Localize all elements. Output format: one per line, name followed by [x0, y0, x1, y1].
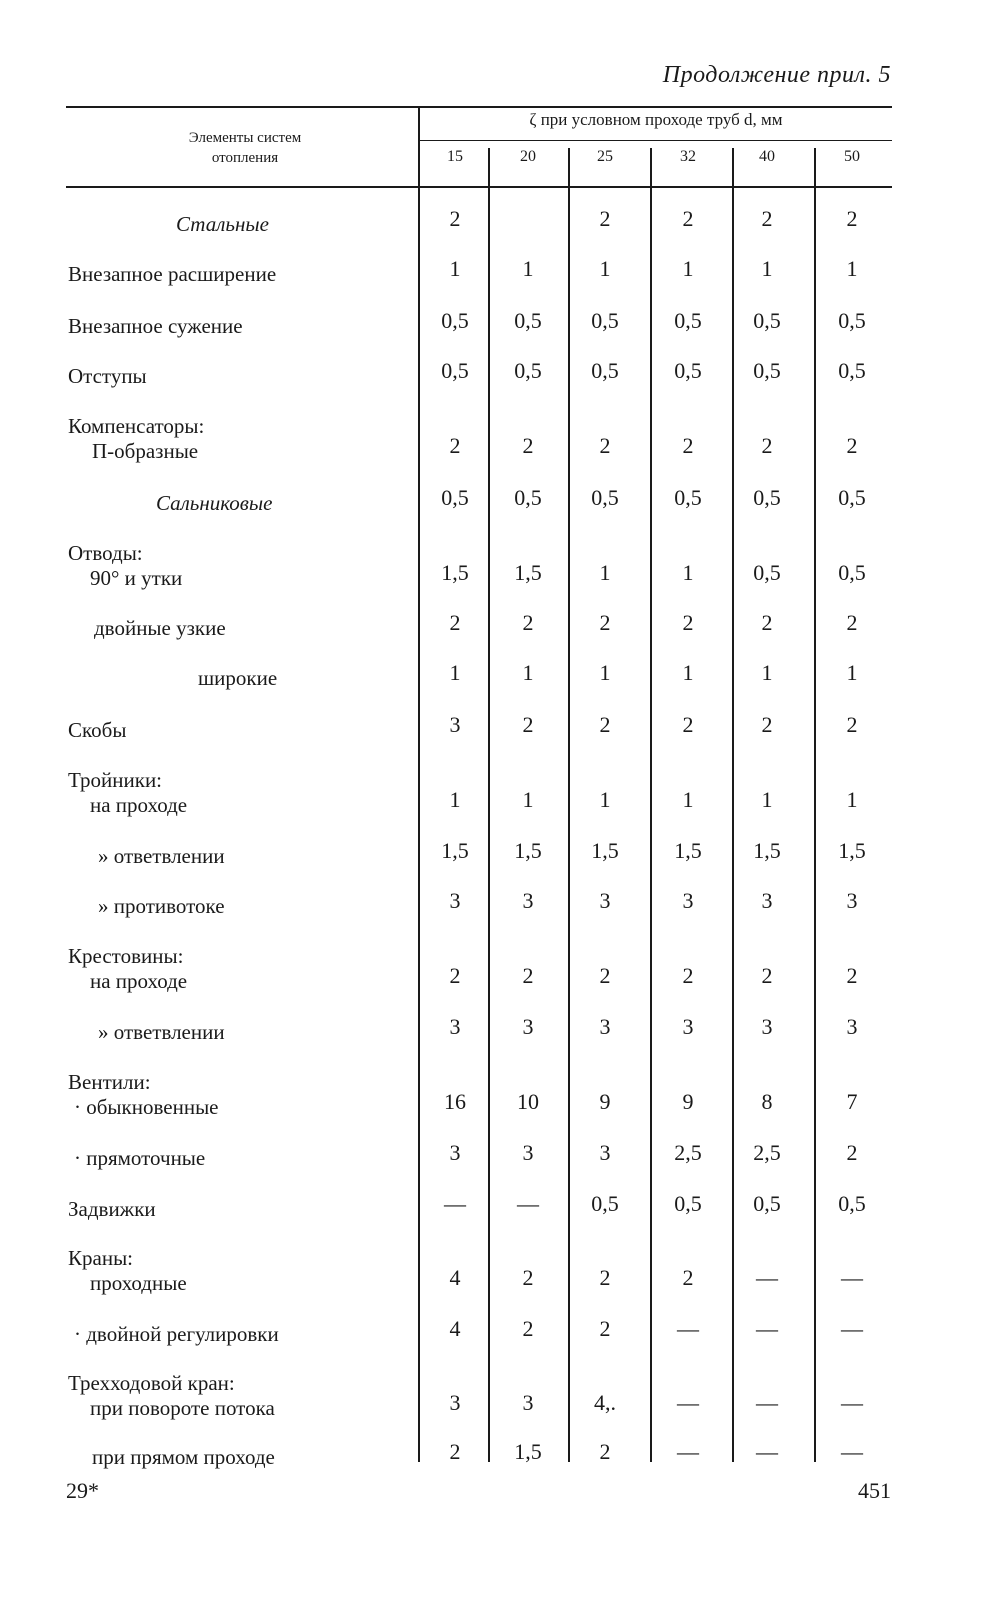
value-cell: 0,5	[753, 560, 781, 585]
value-cell: 3	[449, 888, 461, 913]
value-cell: 1,5	[514, 560, 542, 585]
value-cell: 2	[846, 963, 858, 988]
value-cell: 1	[449, 256, 461, 281]
value-cell: 2	[449, 1439, 461, 1464]
row-label: Скобы	[68, 718, 127, 742]
row-label: Внезапное сужение	[68, 314, 243, 338]
value-cell: —	[841, 1265, 863, 1290]
value-cell: 1	[761, 256, 773, 281]
value-cell: 2	[682, 712, 694, 737]
header-bottom-rule	[66, 186, 892, 188]
value-cell: 1	[846, 787, 858, 812]
value-cell: —	[677, 1316, 699, 1341]
value-cell: 3	[599, 1014, 611, 1039]
value-cell: 0,5	[838, 560, 866, 585]
diameter-header-cell: 20	[520, 148, 536, 165]
value-cell: 2	[522, 1316, 534, 1341]
value-cell: 3	[682, 888, 694, 913]
value-cell: 4	[449, 1316, 461, 1341]
row-label: Краны:	[68, 1246, 134, 1270]
value-cell: 2	[599, 712, 611, 737]
value-cell: 1,5	[674, 838, 702, 863]
value-cell: 0,5	[674, 1191, 702, 1216]
row-label: · обыкновенные	[74, 1095, 219, 1119]
value-cell: 3	[761, 888, 773, 913]
value-cell: 8	[761, 1089, 773, 1114]
value-cell: 0,5	[753, 1191, 781, 1216]
row-label: проходные	[90, 1271, 187, 1295]
value-cell: 2	[846, 206, 858, 231]
value-cell: 0,5	[514, 308, 542, 333]
value-cell: 2	[449, 610, 461, 635]
row-label: Трехходовой кран:	[68, 1371, 235, 1395]
value-cell: 2	[599, 1265, 611, 1290]
value-cell: 1	[682, 787, 694, 812]
value-cell: 2	[449, 433, 461, 458]
value-cell: 3	[846, 1014, 858, 1039]
value-cell: 2,5	[674, 1140, 702, 1165]
value-cell: —	[756, 1439, 778, 1464]
value-cell: 1	[449, 660, 461, 685]
value-cell: 0,5	[838, 1191, 866, 1216]
value-cell: 1	[522, 660, 534, 685]
value-cell: 1	[522, 256, 534, 281]
value-cell: 1	[522, 787, 534, 812]
row-label: Компенсаторы:	[68, 414, 205, 438]
row-label: » противотоке	[98, 894, 225, 918]
value-cell: 1	[599, 256, 611, 281]
value-cell: 0,5	[674, 485, 702, 510]
value-cell: 2	[761, 963, 773, 988]
value-cell: 0,5	[514, 485, 542, 510]
value-cell: 0,5	[591, 485, 619, 510]
value-cell: 0,5	[591, 308, 619, 333]
row-label: Тройники:	[68, 768, 163, 792]
diameter-header-cell: 40	[759, 148, 775, 165]
value-cell: 3	[449, 1140, 461, 1165]
value-cell: 3	[599, 888, 611, 913]
value-cell: 0,5	[838, 485, 866, 510]
value-cell: 3	[682, 1014, 694, 1039]
value-cell: —	[677, 1439, 699, 1464]
value-cell: 1	[449, 787, 461, 812]
value-cell: 0,5	[753, 485, 781, 510]
value-cell: 2	[682, 433, 694, 458]
value-cell: 1,5	[514, 838, 542, 863]
value-cell: 2,5	[753, 1140, 781, 1165]
value-cell: —	[756, 1316, 778, 1341]
row-label: Внезапное расширение	[68, 262, 277, 286]
value-cell: 0,5	[838, 308, 866, 333]
value-cell: 2	[599, 610, 611, 635]
value-cell: 1	[682, 660, 694, 685]
value-cell: 3	[449, 712, 461, 737]
value-cell: 0,5	[753, 308, 781, 333]
value-cell: —	[677, 1390, 699, 1415]
value-cell: 1,5	[514, 1439, 542, 1464]
value-cell: 2	[682, 206, 694, 231]
value-cell: —	[444, 1191, 466, 1216]
value-cell: 3	[522, 1390, 534, 1415]
value-cell: 3	[449, 1014, 461, 1039]
value-cell: 2	[846, 712, 858, 737]
row-label: Крестовины:	[68, 944, 184, 968]
value-cell: —	[517, 1191, 539, 1216]
value-cell: 4	[449, 1265, 461, 1290]
row-label: на проходе	[90, 969, 188, 993]
column-divider	[814, 148, 816, 1462]
elements-column-header	[120, 128, 370, 168]
value-cell: 3	[599, 1140, 611, 1165]
page-number: 451	[858, 1478, 891, 1503]
column-divider	[650, 148, 652, 1462]
signature-mark: 29*	[66, 1478, 99, 1503]
value-cell: 3	[449, 1390, 461, 1415]
value-cell: 1	[682, 256, 694, 281]
value-cell: 1,5	[441, 838, 469, 863]
row-label: 90° и утки	[90, 566, 183, 590]
column-divider	[732, 148, 734, 1462]
value-cell: 2	[522, 433, 534, 458]
row-label: Сальниковые	[156, 491, 273, 515]
value-cell: 3	[846, 888, 858, 913]
value-cell: —	[841, 1390, 863, 1415]
value-cell: 2	[682, 610, 694, 635]
value-cell: 0,5	[591, 1191, 619, 1216]
value-cell: 3	[522, 1140, 534, 1165]
value-cell: 3	[522, 888, 534, 913]
row-label: Задвижки	[68, 1197, 156, 1221]
value-cell: 2	[682, 963, 694, 988]
value-cell: 2	[449, 963, 461, 988]
elements-header-line-1: Элементы систем	[188, 130, 302, 146]
table-top-rule	[66, 106, 892, 108]
diameter-header-cell: 32	[680, 148, 696, 165]
value-cell: 2	[761, 712, 773, 737]
value-cell: 0,5	[838, 358, 866, 383]
value-cell: 7	[846, 1089, 858, 1114]
value-cell: 9	[682, 1089, 694, 1114]
elements-header-line-2: отопления	[211, 150, 279, 166]
column-divider	[418, 106, 420, 1462]
value-cell: 0,5	[753, 358, 781, 383]
row-label: Отступы	[68, 364, 147, 388]
value-cell: 1,5	[753, 838, 781, 863]
value-cell: 1	[761, 660, 773, 685]
value-cell: 1	[761, 787, 773, 812]
diameter-header-cell: 25	[597, 148, 613, 165]
value-cell: 2	[846, 1140, 858, 1165]
value-cell: 0,5	[514, 358, 542, 383]
value-cell: 2	[846, 610, 858, 635]
value-cell: 16	[444, 1089, 466, 1114]
value-cell: 2	[599, 433, 611, 458]
row-label: » ответвлении	[98, 844, 225, 868]
value-cell: 2	[599, 963, 611, 988]
value-cell: 2	[682, 1265, 694, 1290]
value-cell: 1	[682, 560, 694, 585]
row-label: · двойной регулировки	[74, 1322, 279, 1346]
diameter-group-header: ζ при условном проходе труб d, мм	[529, 110, 783, 129]
row-label: Стальные	[176, 212, 269, 236]
value-cell: 2	[522, 963, 534, 988]
value-cell: 2	[761, 206, 773, 231]
row-label: » ответвлении	[98, 1020, 225, 1044]
value-cell: 2	[599, 1316, 611, 1341]
row-label: при повороте потока	[90, 1396, 275, 1420]
value-cell: 0,5	[674, 358, 702, 383]
row-label: на проходе	[90, 793, 188, 817]
value-cell: 2	[761, 610, 773, 635]
value-cell: 9	[599, 1089, 611, 1114]
row-label: Вентили:	[68, 1070, 151, 1094]
column-divider	[568, 148, 570, 1462]
value-cell: 2	[449, 206, 461, 231]
row-label: двойные узкие	[94, 616, 226, 640]
row-label: · прямоточные	[74, 1146, 206, 1170]
value-cell: 1,5	[838, 838, 866, 863]
value-cell: 3	[522, 1014, 534, 1039]
value-cell: 4,.	[594, 1390, 616, 1415]
value-cell: 10	[517, 1089, 539, 1114]
value-cell: —	[841, 1316, 863, 1341]
value-cell: 0,5	[441, 358, 469, 383]
diameter-header-cell: 50	[844, 148, 860, 165]
value-cell: 3	[761, 1014, 773, 1039]
value-cell: —	[756, 1265, 778, 1290]
value-cell: 1	[846, 256, 858, 281]
header-inner-rule	[420, 140, 892, 141]
value-cell: 1,5	[591, 838, 619, 863]
row-label: П-образные	[92, 439, 199, 463]
row-label: широкие	[198, 666, 278, 690]
value-cell: 0,5	[674, 308, 702, 333]
value-cell: —	[841, 1439, 863, 1464]
value-cell: —	[756, 1390, 778, 1415]
value-cell: 1,5	[441, 560, 469, 585]
value-cell: 2	[761, 433, 773, 458]
value-cell: 1	[846, 660, 858, 685]
diameter-header-cell: 15	[447, 148, 463, 165]
value-cell: 2	[522, 1265, 534, 1290]
value-cell: 0,5	[441, 308, 469, 333]
value-cell: 0,5	[591, 358, 619, 383]
value-cell: 0,5	[441, 485, 469, 510]
row-label: Отводы:	[68, 541, 143, 565]
value-cell: 2	[599, 206, 611, 231]
table-continuation-caption: Продолжение прил. 5	[662, 62, 891, 88]
value-cell: 2	[522, 712, 534, 737]
value-cell: 1	[599, 560, 611, 585]
column-divider	[488, 148, 490, 1462]
value-cell: 1	[599, 787, 611, 812]
value-cell: 2	[522, 610, 534, 635]
value-cell: 2	[599, 1439, 611, 1464]
value-cell: 2	[846, 433, 858, 458]
row-label: при прямом проходе	[92, 1445, 275, 1469]
value-cell: 1	[599, 660, 611, 685]
